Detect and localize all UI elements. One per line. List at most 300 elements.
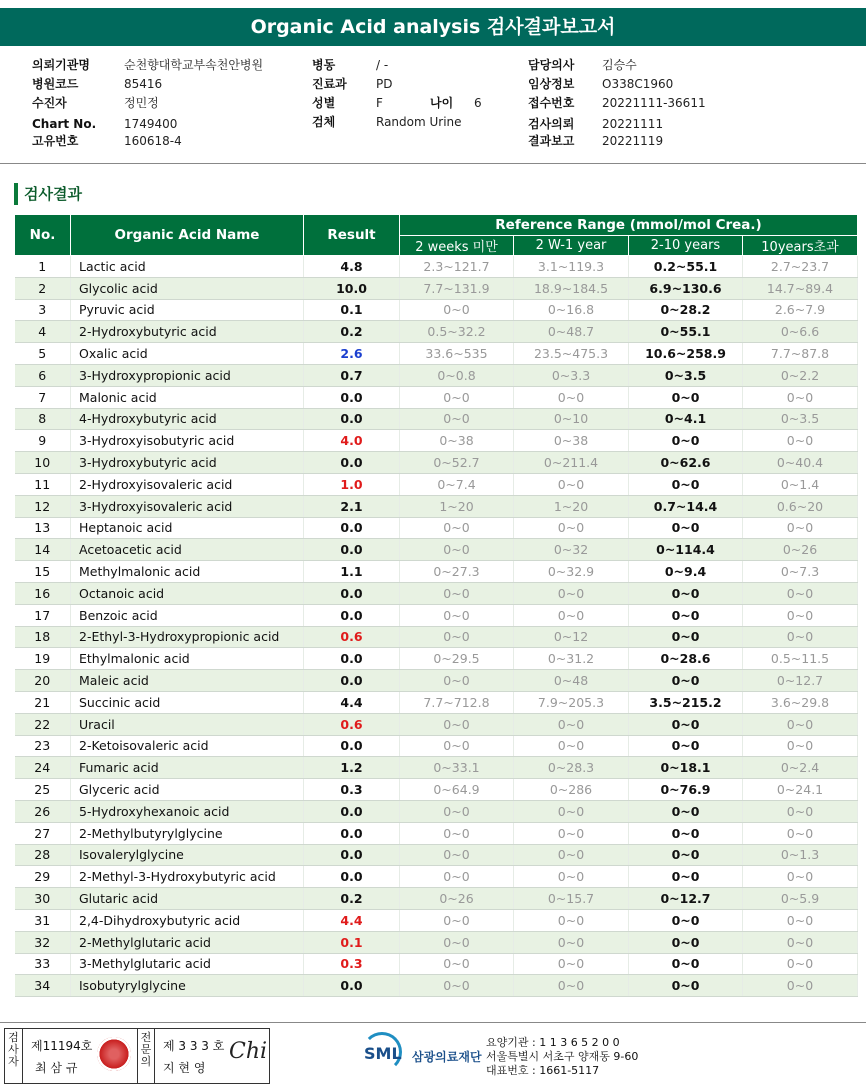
acid-name: Acetoacetic acid	[71, 539, 304, 561]
reference-range: 0~0	[743, 626, 858, 648]
reference-range: 0~0	[629, 800, 743, 822]
info-label: Chart No.	[32, 117, 97, 131]
reference-range: 7.9~205.3	[514, 691, 629, 713]
info-value: 85416	[124, 77, 163, 91]
reference-range: 0~0	[743, 931, 858, 953]
row-number: 12	[15, 495, 71, 517]
result-value: 0.7	[304, 364, 400, 386]
table-row	[15, 670, 858, 692]
result-value: 0.0	[304, 800, 400, 822]
reference-range: 0~12.7	[743, 670, 858, 692]
result-value: 0.0	[304, 844, 400, 866]
result-value: 0.0	[304, 735, 400, 757]
reference-range: 0~0	[743, 975, 858, 997]
reference-range: 0.6~20	[743, 495, 858, 517]
reference-range: 0~0	[743, 909, 858, 931]
reference-range: 10.6~258.9	[629, 343, 743, 365]
reference-range: 0~3.3	[514, 364, 629, 386]
footer-divider	[0, 1022, 866, 1023]
row-number: 4	[15, 321, 71, 343]
acid-name: Heptanoic acid	[71, 517, 304, 539]
reference-range: 0~0	[400, 931, 514, 953]
table-row	[15, 800, 858, 822]
info-value: PD	[376, 77, 393, 91]
reference-range: 0~0	[514, 713, 629, 735]
result-value: 0.1	[304, 299, 400, 321]
table-row	[15, 888, 858, 910]
reference-range: 0~0	[743, 582, 858, 604]
result-value: 0.3	[304, 779, 400, 801]
divider	[0, 163, 866, 164]
acid-name: Glutaric acid	[71, 888, 304, 910]
reference-range: 0~52.7	[400, 452, 514, 474]
reference-range: 0~211.4	[514, 452, 629, 474]
inspector-label: 검 사 자	[5, 1029, 23, 1083]
result-value: 0.0	[304, 582, 400, 604]
reference-range: 0~0	[514, 844, 629, 866]
table-row	[15, 931, 858, 953]
result-value: 0.0	[304, 975, 400, 997]
result-value: 10.0	[304, 277, 400, 299]
acid-name: Malonic acid	[71, 386, 304, 408]
lab-phone: 대표번호 : 1661-5117	[486, 1064, 600, 1077]
reference-range: 0~32.9	[514, 561, 629, 583]
lab-address: 서울특별시 서초구 양재동 9-60	[486, 1050, 639, 1063]
row-number: 22	[15, 713, 71, 735]
result-value: 0.0	[304, 386, 400, 408]
row-number: 26	[15, 800, 71, 822]
row-number: 5	[15, 343, 71, 365]
age-label: 나이	[430, 96, 454, 110]
result-value: 4.8	[304, 256, 400, 278]
reference-range: 0~0	[743, 517, 858, 539]
table-row	[15, 539, 858, 561]
info-sex	[312, 94, 512, 112]
reference-range: 0~16.8	[514, 299, 629, 321]
reference-range: 0~0	[743, 953, 858, 975]
row-number: 23	[15, 735, 71, 757]
results-body	[15, 256, 858, 997]
table-row	[15, 909, 858, 931]
acid-name: 2-Hydroxyisovaleric acid	[71, 473, 304, 495]
table-row	[15, 844, 858, 866]
lab-code: 요양기관 : 1 1 3 6 5 2 0 0	[486, 1036, 620, 1049]
table-row	[15, 866, 858, 888]
reference-range: 0~26	[400, 888, 514, 910]
info-label: 검사의뢰	[528, 117, 575, 131]
result-value: 0.0	[304, 604, 400, 626]
reference-range: 0~0	[514, 953, 629, 975]
reference-range: 0~0	[514, 582, 629, 604]
reference-range: 0~0	[629, 844, 743, 866]
table-row	[15, 604, 858, 626]
header-range-neonate: 2 weeks 미만	[400, 236, 514, 256]
table-row	[15, 648, 858, 670]
reference-range: 0~62.6	[629, 452, 743, 474]
reference-range: 14.7~89.4	[743, 277, 858, 299]
reference-range: 0~0	[629, 582, 743, 604]
result-value: 0.0	[304, 539, 400, 561]
acid-name: Ethylmalonic acid	[71, 648, 304, 670]
result-value: 0.0	[304, 822, 400, 844]
reference-range: 0~1.4	[743, 473, 858, 495]
reference-range: 0~0	[629, 670, 743, 692]
acid-name: 3-Hydroxybutyric acid	[71, 452, 304, 474]
reference-range: 0~0	[629, 953, 743, 975]
reference-range: 0~55.1	[629, 321, 743, 343]
table-row	[15, 408, 858, 430]
info-value: Random Urine	[376, 115, 462, 129]
row-number: 8	[15, 408, 71, 430]
reference-range: 0~0	[400, 735, 514, 757]
row-number: 6	[15, 364, 71, 386]
acid-name: Uracil	[71, 713, 304, 735]
reference-range: 6.9~130.6	[629, 277, 743, 299]
reviewer-license: 제 3 3 3 호	[163, 1039, 225, 1053]
row-number: 30	[15, 888, 71, 910]
reference-range: 0~0	[743, 735, 858, 757]
reference-range: 23.5~475.3	[514, 343, 629, 365]
row-number: 21	[15, 691, 71, 713]
acid-name: 3-Hydroxyisovaleric acid	[71, 495, 304, 517]
row-number: 33	[15, 953, 71, 975]
result-value: 0.2	[304, 888, 400, 910]
reference-range: 0~0	[514, 800, 629, 822]
row-number: 17	[15, 604, 71, 626]
seal-stamp	[97, 1037, 131, 1071]
reference-range: 0~0	[514, 604, 629, 626]
reference-range: 0~0	[743, 430, 858, 452]
row-number: 28	[15, 844, 71, 866]
row-number: 13	[15, 517, 71, 539]
header-range-infant: 2 W-1 year	[514, 236, 629, 256]
acid-name: Lactic acid	[71, 256, 304, 278]
reviewer-name: 지 현 영	[163, 1061, 206, 1075]
reference-range: 0~0	[400, 299, 514, 321]
reference-range: 0.2~55.1	[629, 256, 743, 278]
reference-range: 18.9~184.5	[514, 277, 629, 299]
acid-name: Succinic acid	[71, 691, 304, 713]
row-number: 2	[15, 277, 71, 299]
reference-range: 0~27.3	[400, 561, 514, 583]
result-value: 2.1	[304, 495, 400, 517]
reference-range: 0~12	[514, 626, 629, 648]
reference-range: 33.6~535	[400, 343, 514, 365]
reference-range: 0~18.1	[629, 757, 743, 779]
reference-range: 0~0	[400, 582, 514, 604]
header-range-adult: 10years초과	[743, 236, 858, 256]
info-value: 20221111	[602, 117, 664, 131]
age-value: 6	[474, 96, 482, 110]
result-value: 0.0	[304, 517, 400, 539]
reference-range: 0~2.2	[743, 364, 858, 386]
row-number: 27	[15, 822, 71, 844]
row-number: 9	[15, 430, 71, 452]
reference-range: 0~114.4	[629, 539, 743, 561]
header-result: Result	[304, 215, 400, 256]
table-row	[15, 452, 858, 474]
acid-name: 2-Ketoisovaleric acid	[71, 735, 304, 757]
result-value: 1.0	[304, 473, 400, 495]
reference-range: 0~0	[400, 844, 514, 866]
reference-range: 0~0	[400, 408, 514, 430]
reference-range: 1~20	[400, 495, 514, 517]
reference-range: 2.3~121.7	[400, 256, 514, 278]
reference-range: 7.7~712.8	[400, 691, 514, 713]
row-number: 24	[15, 757, 71, 779]
reviewer-label: 전 문 의	[137, 1029, 155, 1083]
reference-range: 0~0	[400, 953, 514, 975]
reference-range: 0~6.6	[743, 321, 858, 343]
reference-range: 0~0	[629, 473, 743, 495]
reference-range: 0~0	[743, 713, 858, 735]
section-title: 검사결과	[14, 183, 82, 205]
info-label: 병동	[312, 58, 336, 72]
reference-range: 0~0	[629, 430, 743, 452]
acid-name: 3-Methylglutaric acid	[71, 953, 304, 975]
reference-range: 0~10	[514, 408, 629, 430]
reference-range: 0~64.9	[400, 779, 514, 801]
reference-range: 0~29.5	[400, 648, 514, 670]
reference-range: 0~32	[514, 539, 629, 561]
info-label: 접수번호	[528, 96, 575, 110]
reference-range: 7.7~131.9	[400, 277, 514, 299]
reference-range: 2.7~23.7	[743, 256, 858, 278]
reference-range: 0~33.1	[400, 757, 514, 779]
reference-range: 0~0.8	[400, 364, 514, 386]
table-row	[15, 473, 858, 495]
acid-name: Octanoic acid	[71, 582, 304, 604]
result-value: 0.0	[304, 408, 400, 430]
row-number: 15	[15, 561, 71, 583]
result-value: 1.2	[304, 757, 400, 779]
reference-range: 0~0	[400, 539, 514, 561]
reference-range: 2.6~7.9	[743, 299, 858, 321]
row-number: 7	[15, 386, 71, 408]
table-row	[15, 953, 858, 975]
info-label: 의뢰기관명	[32, 58, 90, 72]
info-value: O338C1960	[602, 77, 674, 91]
table-row	[15, 343, 858, 365]
info-value: 160618-4	[124, 134, 182, 148]
acid-name: 5-Hydroxyhexanoic acid	[71, 800, 304, 822]
reference-range: 0~40.4	[743, 452, 858, 474]
reference-range: 0~48	[514, 670, 629, 692]
reference-range: 0~0	[629, 517, 743, 539]
signature-box	[4, 1028, 270, 1084]
reference-range: 0~0	[400, 800, 514, 822]
table-row	[15, 691, 858, 713]
reference-range: 0~0	[629, 604, 743, 626]
reference-range: 0.7~14.4	[629, 495, 743, 517]
reference-range: 0~0	[629, 822, 743, 844]
table-row	[15, 626, 858, 648]
acid-name: 3-Hydroxyisobutyric acid	[71, 430, 304, 452]
row-number: 3	[15, 299, 71, 321]
reference-range: 0~0	[514, 517, 629, 539]
info-label: 담당의사	[528, 58, 575, 72]
reference-range: 3.5~215.2	[629, 691, 743, 713]
report-title: Organic Acid analysis 검사결과보고서	[0, 8, 866, 46]
acid-name: 2-Ethyl-3-Hydroxypropionic acid	[71, 626, 304, 648]
reference-range: 0~0	[514, 866, 629, 888]
reference-range: 0~0	[629, 975, 743, 997]
reference-range: 0~7.3	[743, 561, 858, 583]
reference-range: 1~20	[514, 495, 629, 517]
row-number: 16	[15, 582, 71, 604]
info-value: F	[376, 96, 383, 110]
reference-range: 0~3.5	[629, 364, 743, 386]
table-row	[15, 386, 858, 408]
reference-range: 0~0	[629, 735, 743, 757]
acid-name: 2,4-Dihydroxybutyric acid	[71, 909, 304, 931]
reference-range: 0~26	[743, 539, 858, 561]
reference-range: 0~0	[514, 473, 629, 495]
reference-range: 0~0	[743, 800, 858, 822]
logo-text: SML	[364, 1044, 402, 1063]
reference-range: 0~0	[629, 713, 743, 735]
reference-range: 0~9.4	[629, 561, 743, 583]
reference-range: 0~0	[514, 975, 629, 997]
reference-range: 0.5~11.5	[743, 648, 858, 670]
row-number: 14	[15, 539, 71, 561]
acid-name: 2-Methylglutaric acid	[71, 931, 304, 953]
reference-range: 0~12.7	[629, 888, 743, 910]
reference-range: 0~0	[400, 517, 514, 539]
reference-range: 0~0	[629, 931, 743, 953]
acid-name: Oxalic acid	[71, 343, 304, 365]
reference-range: 0.5~32.2	[400, 321, 514, 343]
header-no: No.	[15, 215, 71, 256]
result-value: 0.6	[304, 713, 400, 735]
reference-range: 0~0	[743, 604, 858, 626]
inspector-license: 제11194호	[31, 1039, 93, 1053]
info-label: 임상정보	[528, 77, 575, 91]
reference-range: 0~0	[629, 386, 743, 408]
row-number: 11	[15, 473, 71, 495]
acid-name: Benzoic acid	[71, 604, 304, 626]
acid-name: 2-Hydroxybutyric acid	[71, 321, 304, 343]
row-number: 29	[15, 866, 71, 888]
reference-range: 0~4.1	[629, 408, 743, 430]
table-row	[15, 495, 858, 517]
reference-range: 7.7~87.8	[743, 343, 858, 365]
header-range-child: 2-10 years	[629, 236, 743, 256]
row-number: 1	[15, 256, 71, 278]
info-value: / -	[376, 58, 389, 72]
reference-range: 0~31.2	[514, 648, 629, 670]
result-value: 1.1	[304, 561, 400, 583]
table-row	[15, 299, 858, 321]
reference-range: 0~0	[514, 822, 629, 844]
reference-range: 0~0	[629, 866, 743, 888]
reference-range: 0~1.3	[743, 844, 858, 866]
table-row	[15, 321, 858, 343]
reference-range: 0~0	[514, 931, 629, 953]
acid-name: Maleic acid	[71, 670, 304, 692]
table-row	[15, 735, 858, 757]
header-reference: Reference Range (mmol/mol Crea.)	[400, 215, 858, 236]
result-value: 0.0	[304, 648, 400, 670]
acid-name: 2-Methyl-3-Hydroxybutyric acid	[71, 866, 304, 888]
result-value: 4.4	[304, 691, 400, 713]
reference-range: 0~286	[514, 779, 629, 801]
table-row	[15, 975, 858, 997]
row-number: 34	[15, 975, 71, 997]
reference-range: 0~0	[400, 909, 514, 931]
info-value: 김승수	[602, 58, 637, 72]
info-label: 성별	[312, 96, 336, 110]
lab-name: 삼광의료재단	[412, 1050, 482, 1064]
result-value: 4.0	[304, 430, 400, 452]
reference-range: 0~0	[743, 866, 858, 888]
table-row	[15, 364, 858, 386]
reference-range: 0~0	[514, 386, 629, 408]
table-row	[15, 582, 858, 604]
acid-name: 2-Methylbutyrylglycine	[71, 822, 304, 844]
lab-info	[486, 1036, 638, 1078]
table-row	[15, 561, 858, 583]
reference-range: 0~0	[629, 626, 743, 648]
info-value: 순천향대학교부속천안병원	[124, 58, 264, 72]
reference-range: 0~0	[400, 604, 514, 626]
table-row	[15, 779, 858, 801]
header-name: Organic Acid Name	[71, 215, 304, 256]
result-value: 0.0	[304, 866, 400, 888]
acid-name: Fumaric acid	[71, 757, 304, 779]
result-value: 0.3	[304, 953, 400, 975]
acid-name: Glyceric acid	[71, 779, 304, 801]
result-value: 4.4	[304, 909, 400, 931]
acid-name: 4-Hydroxybutyric acid	[71, 408, 304, 430]
results-table	[14, 214, 858, 997]
table-row	[15, 822, 858, 844]
info-label: 진료과	[312, 77, 347, 91]
reference-range: 3.1~119.3	[514, 256, 629, 278]
info-value: 정민정	[124, 96, 159, 110]
result-value: 0.0	[304, 452, 400, 474]
reference-range: 0~0	[629, 909, 743, 931]
reference-range: 0~0	[743, 822, 858, 844]
table-row	[15, 517, 858, 539]
reference-range: 0~0	[514, 735, 629, 757]
info-label: 결과보고	[528, 134, 575, 148]
reference-range: 0~2.4	[743, 757, 858, 779]
reference-range: 0~0	[400, 822, 514, 844]
info-label: 고유번호	[32, 134, 79, 148]
row-number: 25	[15, 779, 71, 801]
reference-range: 0~0	[514, 909, 629, 931]
inspector-name: 최 삼 규	[35, 1061, 78, 1075]
reference-range: 0~0	[400, 670, 514, 692]
table-row	[15, 277, 858, 299]
reference-range: 0~7.4	[400, 473, 514, 495]
info-label: 수진자	[32, 96, 67, 110]
reference-range: 0~76.9	[629, 779, 743, 801]
reference-range: 0~0	[743, 386, 858, 408]
info-label: 병원코드	[32, 77, 79, 91]
table-row	[15, 256, 858, 278]
reference-range: 0~0	[400, 975, 514, 997]
reference-range: 0~38	[400, 430, 514, 452]
row-number: 31	[15, 909, 71, 931]
row-number: 10	[15, 452, 71, 474]
result-value: 2.6	[304, 343, 400, 365]
reference-range: 0~28.3	[514, 757, 629, 779]
result-value: 0.6	[304, 626, 400, 648]
reference-range: 0~3.5	[743, 408, 858, 430]
acid-name: Pyruvic acid	[71, 299, 304, 321]
